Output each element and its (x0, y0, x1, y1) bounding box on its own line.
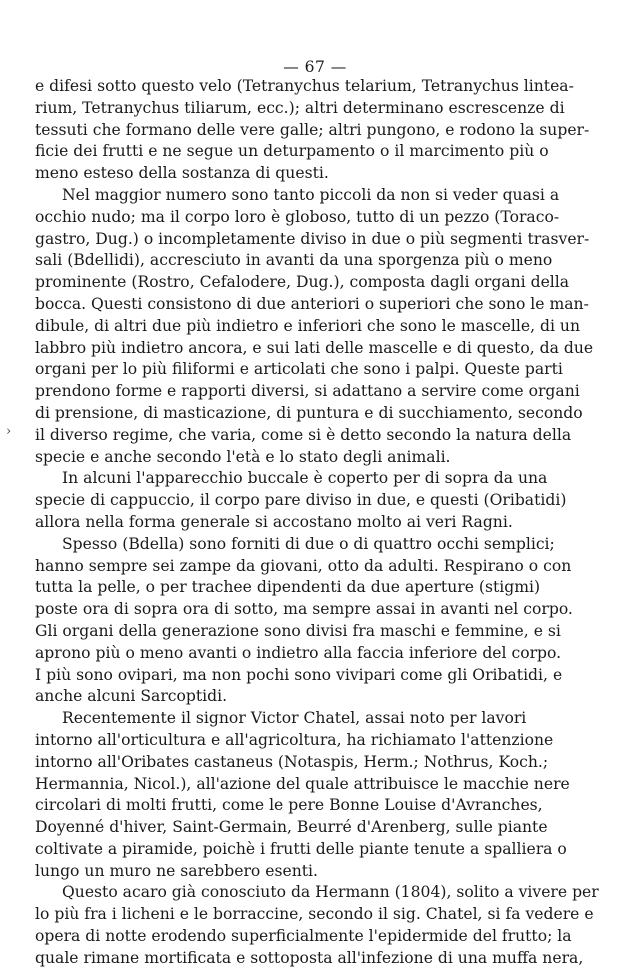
text-line: lo più fra i licheni e le borraccine, secondo il sig. Chatel, si fa vedere e (35, 905, 594, 924)
text-line: quale rimane mortificata e sottoposta all'infezione di una muffa nera, (35, 948, 584, 967)
text-line: Nel maggior numero sono tanto piccoli da non si veder quasi a (62, 185, 560, 204)
text-line: prominente (Rostro, Cefalodere, Dug.), composta dagli organi della (35, 273, 570, 292)
text-line: sali (Bdellidi), accresciuto in avanti da una sporgenza più o meno (35, 251, 553, 270)
text-line: specie di cappuccio, il corpo pare diviso in due, e questi (Oribatidi) (35, 491, 567, 510)
text-line: coltivate a piramide, poichè i frutti delle piante tenute a spalliera o (35, 839, 567, 858)
text-line: Recentemente il signor Victor Chatel, assai noto per lavori (62, 709, 527, 728)
text-line: e difesi sotto questo velo (Tetranychus telarium, Tetranychus lintea- (35, 77, 574, 95)
text-line: specie e anche secondo l'età e lo stato degli animali. (35, 447, 451, 466)
text-line: occhio nudo; ma il corpo loro è globoso, tutto di un pezzo (Toraco- (35, 207, 560, 226)
text-line: gastro, Dug.) o incompletamente diviso in due o più segmenti trasver- (35, 229, 590, 248)
text-line: intorno all'Oribates castaneus (Notaspis, Herm.; Nothrus, Koch.; (35, 752, 549, 771)
text-line: allora nella forma generale si accostano molto ai veri Ragni. (35, 512, 513, 531)
text-line: opera di notte erodendo superficialmente l'epidermide del frutto; la (35, 927, 572, 946)
text-line: dibule, di altri due più indietro e inferiori che sono le mascelle, di un (35, 316, 581, 335)
text-line: il diverso regime, che varia, come si è detto secondo la natura della (35, 425, 572, 444)
page-number: — 67 — (283, 58, 347, 76)
text-line: tessuti che formano delle vere galle; altri pungono, e rodono la super- (35, 120, 590, 139)
text-line: prendono forme e rapporti diversi, si adattano a servire come organi (35, 382, 580, 401)
text-line: I più sono ovipari, ma non pochi sono vivipari come gli Oribatidi, e (35, 665, 563, 684)
text-line: circolari di molti frutti, come le pere Bonne Louise d'Avranches, (35, 796, 543, 815)
text-line: lungo un muro ne sarebbero esenti. (35, 861, 318, 880)
text-line: Hermannia, Nicol.), all'azione del quale attribuisce le macchie nere (35, 774, 570, 793)
text-line: labbro più indietro ancora, e sui lati delle mascelle e di questo, da due (35, 338, 594, 357)
text-line: In alcuni l'apparecchio buccale è coperto per di sopra da una (62, 469, 548, 488)
text-line: tutta la pelle, o per trachee dipendenti da due aperture (stigmi) (35, 578, 541, 597)
text-line: meno esteso della sostanza di questi. (35, 164, 329, 183)
text-line: organi per lo più filiformi e articolati che sono i palpi. Queste parti (35, 360, 563, 379)
text-line: rium, Tetranychus tiliarum, ecc.); altri determinano escrescenze di (35, 98, 565, 117)
margin-speck: › (6, 424, 12, 439)
text-line: anche alcuni Sarcoptidi. (35, 687, 228, 706)
text-line: poste ora di sopra ora di sotto, ma sempre assai in avanti nel corpo. (35, 600, 573, 619)
text-line: Spesso (Bdella) sono forniti di due o di quattro occhi semplici; (62, 534, 555, 553)
text-line: di prensione, di masticazione, di puntura e di succhiamento, secondo (35, 403, 583, 422)
text-line: Doyenné d'hiver, Saint-Germain, Beurré d'Arenberg, sulle piante (35, 818, 548, 837)
text-line: Questo acaro già conosciuto da Hermann (1804), solito a vivere per (62, 883, 599, 902)
text-line: bocca. Questi consistono di due anteriori o superiori che sono le man- (35, 294, 589, 313)
text-line: aprono più o meno avanti o indietro alla faccia inferiore del corpo. (35, 643, 562, 662)
text-line: intorno all'orticultura e all'agricoltura, ha richiamato l'attenzione (35, 730, 554, 749)
body-text (35, 76, 599, 970)
text-line: Gli organi della generazione sono divisi fra maschi e femmine, e si (35, 621, 561, 640)
text-line: ficie dei frutti e ne segue un deturpamento o il marcimento più o (35, 142, 549, 161)
text-line: hanno sempre sei zampe da giovani, otto da adulti. Respirano o con (35, 556, 572, 575)
